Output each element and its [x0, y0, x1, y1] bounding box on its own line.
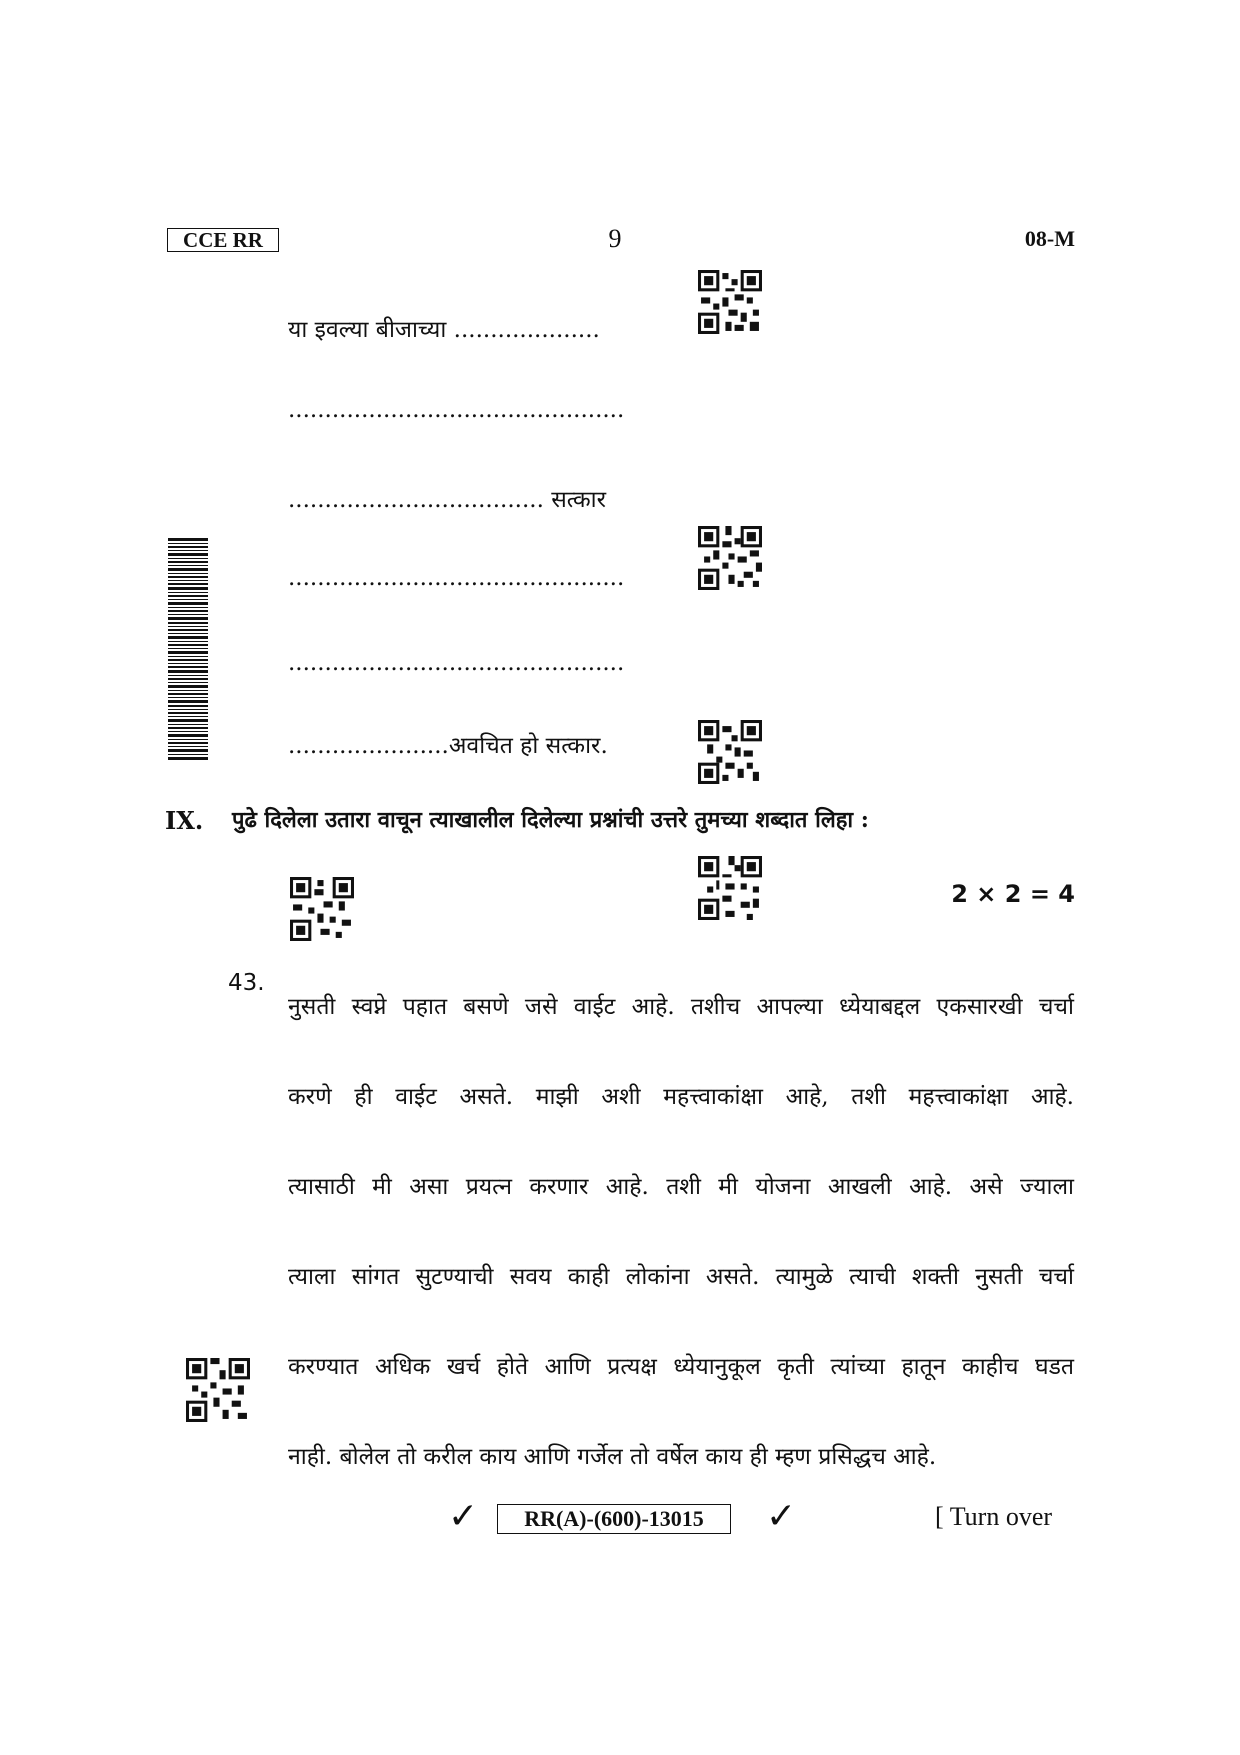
passage-line: करणे ही वाईट असते. माझी अशी महत्त्वाकांक्षा आहे, तशी महत्त्वाकांक्षा आहे.	[288, 1084, 1074, 1110]
poem-line-4: ..............................................	[288, 565, 625, 591]
poem-line-1: या इवल्या बीजाच्या ....................	[288, 317, 600, 343]
qr-code-icon	[698, 720, 762, 784]
qr-code-icon	[698, 270, 762, 334]
passage-line: करण्यात अधिक खर्च होते आणि प्रत्यक्ष ध्येयानुकूल कृती त्यांच्या हातून काहीच घडत	[288, 1354, 1074, 1380]
passage-line: नुसती स्वप्ने पहात बसणे जसे वाईट आहे. तशीच आपल्या ध्येयाबद्दल एकसारखी चर्चा	[288, 994, 1074, 1020]
qr-code-icon	[698, 526, 762, 590]
question-number: 43.	[228, 970, 265, 996]
passage-line: नाही. बोलेल तो करील काय आणि गर्जेल तो वर्षेल काय ही म्हण प्रसिद्धच आहे.	[288, 1444, 937, 1470]
poem-line-5: ..............................................	[288, 650, 625, 676]
tick-mark-icon: ✓	[448, 1496, 479, 1537]
header-box-label: CCE RR	[167, 228, 279, 252]
barcode-icon	[168, 538, 208, 760]
section-instruction: पुढे दिलेला उतारा वाचून त्याखालील दिलेल्या प्रश्नांची उत्तरे तुमच्या शब्दात लिहा :	[232, 807, 869, 833]
footer-code: RR(A)-(600)-13015	[497, 1504, 731, 1534]
poem-line-3: ................................... सत्कार	[288, 487, 606, 513]
question-passage	[288, 962, 1074, 1502]
passage-line: त्याला सांगत सुटण्याची सवय काही लोकांना असते. त्यामुळे त्याची शक्ती नुसती चर्चा	[288, 1264, 1074, 1290]
qr-code-icon	[290, 877, 354, 941]
poem-line-6: ......................अवचित हो सत्कार.	[288, 733, 608, 759]
paper-code: 08-M	[1024, 226, 1075, 251]
turn-over-label: [ Turn over	[935, 1502, 1053, 1531]
passage-line: त्यासाठी मी असा प्रयत्न करणार आहे. तशी मी योजना आखली आहे. असे ज्याला	[288, 1174, 1074, 1200]
poem-line-2: ..............................................	[288, 397, 625, 423]
section-marks: 2 × 2 = 4	[951, 880, 1075, 908]
page-number: 9	[608, 224, 622, 253]
section-number: IX.	[165, 806, 204, 835]
qr-code-icon	[186, 1358, 250, 1422]
qr-code-icon	[698, 856, 762, 920]
tick-mark-icon: ✓	[766, 1496, 797, 1537]
